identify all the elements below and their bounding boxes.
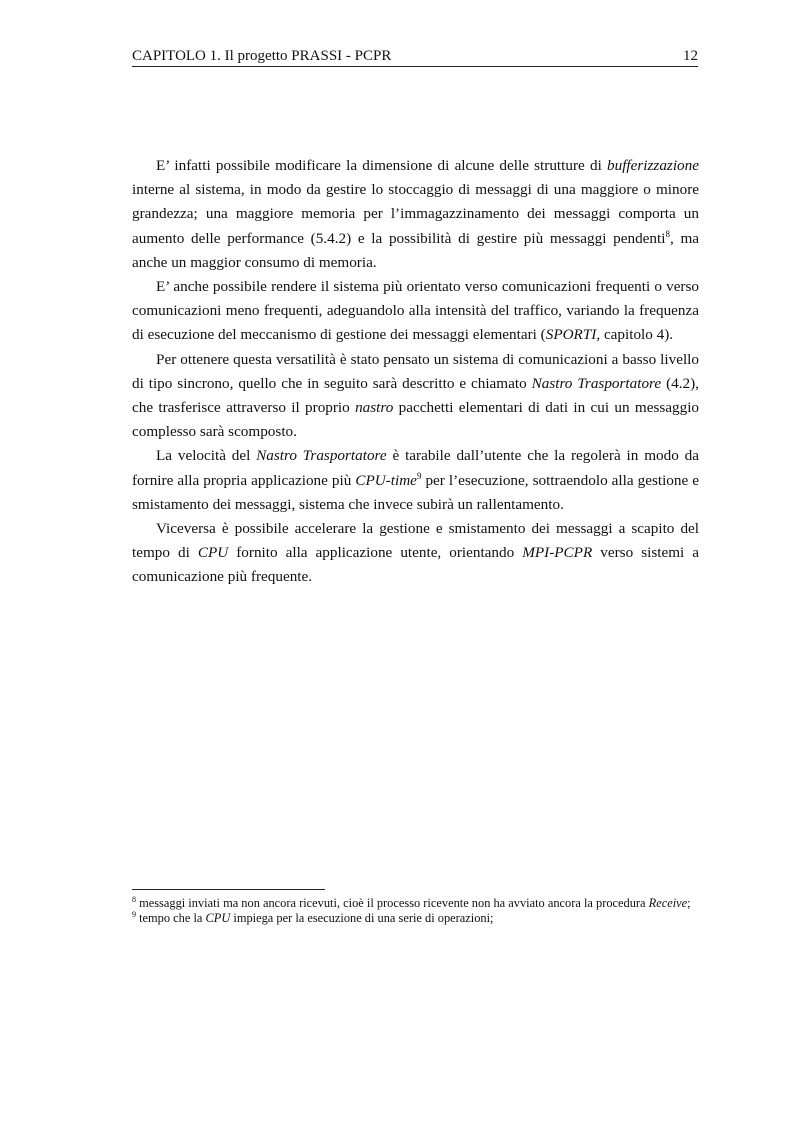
text-run: tempo che la — [136, 911, 206, 925]
text-run: Per ottenere questa versatilità è stato pensato un sistema di comunicazioni a basso livello di tipo sincrono, quello che in seguito sarà descritto e chiamato — [132, 350, 699, 392]
footnote-ref: 8 — [665, 228, 670, 239]
text-run: verso sistemi a comunicazione più frequente. — [132, 544, 700, 586]
italic-term: CPU — [197, 544, 229, 562]
running-header — [132, 46, 698, 67]
italic-term: SPORTI — [545, 326, 597, 344]
paragraph — [132, 348, 699, 445]
footnote — [132, 896, 699, 911]
footnote-number: 8 — [132, 895, 136, 904]
italic-term: Nastro Trasportatore — [531, 374, 662, 392]
footnote-ref: 9 — [416, 470, 422, 481]
text-run: Viceversa è possibile accelerare la gestione e smistamento dei messaggi a scapito del tempo di — [132, 520, 699, 562]
text-run: impiega per la esecuzione di una serie di operazioni; — [230, 911, 494, 925]
chapter-title: CAPITOLO 1. Il progetto PRASSI - PCPR — [132, 48, 392, 64]
italic-term: bufferizzazione — [607, 157, 699, 174]
text-run: fornito alla applicazione utente, orientando — [228, 544, 523, 562]
text-run: E’ infatti possibile modificare la dimensione di alcune delle strutture di — [156, 157, 608, 174]
body-text — [132, 154, 699, 590]
paragraph — [132, 444, 699, 517]
text-run: (4.2), che trasferisce attraverso il proprio — [132, 374, 699, 417]
italic-term: nastro — [355, 399, 394, 417]
text-run: interne al sistema, in modo da gestire lo stoccaggio di messaggi di una maggiore o minore grandezza; una maggiore memoria per l’immagazzinamento dei messaggi comporta un aumento delle performance (5.4.2) e la possibilità di gestire più messaggi pendenti — [132, 181, 699, 247]
italic-term: CPU — [205, 911, 231, 925]
text-run: pacchetti elementari di dati in cui un messaggio complesso sarà scomposto. — [132, 399, 700, 441]
paragraph — [132, 154, 699, 275]
text-run: La velocità del — [156, 447, 257, 465]
page-number: 12 — [683, 48, 698, 64]
text-run: E’ anche possibile rendere il sistema più orientato verso comunicazioni frequenti o verso comunicazioni meno frequenti, adeguandolo alla intensità del traffico, variando la frequenza di esecuzione del meccanismo di gestione dei messaggi elementari ( — [132, 278, 699, 344]
text-run: è tarabile dall’utente che la regolerà in modo da fornire alla propria applicazione più — [132, 447, 699, 489]
italic-term: Nastro Trasportatore — [256, 447, 387, 465]
text-run: , capitolo 4). — [596, 326, 674, 344]
italic-term: CPU-time — [355, 471, 417, 489]
italic-term: MPI-PCPR — [522, 544, 593, 562]
text-run: per l’esecuzione, sottraendolo alla gestione e smistamento dei messaggi, sistema che invece subirà un rallentamento. — [132, 471, 699, 513]
paragraph — [132, 275, 699, 348]
footnote — [132, 911, 699, 926]
text-run: ; — [687, 896, 691, 910]
text-run: , ma anche un maggior consumo di memoria. — [132, 229, 699, 271]
footnotes — [132, 896, 699, 926]
italic-term: Receive — [648, 896, 688, 910]
footnote-number: 9 — [132, 910, 136, 919]
footnote-separator — [132, 889, 325, 890]
paragraph — [132, 517, 699, 590]
text-run: messaggi inviati ma non ancora ricevuti, cioè il processo ricevente non ha avviato ancora la procedura — [136, 896, 649, 910]
